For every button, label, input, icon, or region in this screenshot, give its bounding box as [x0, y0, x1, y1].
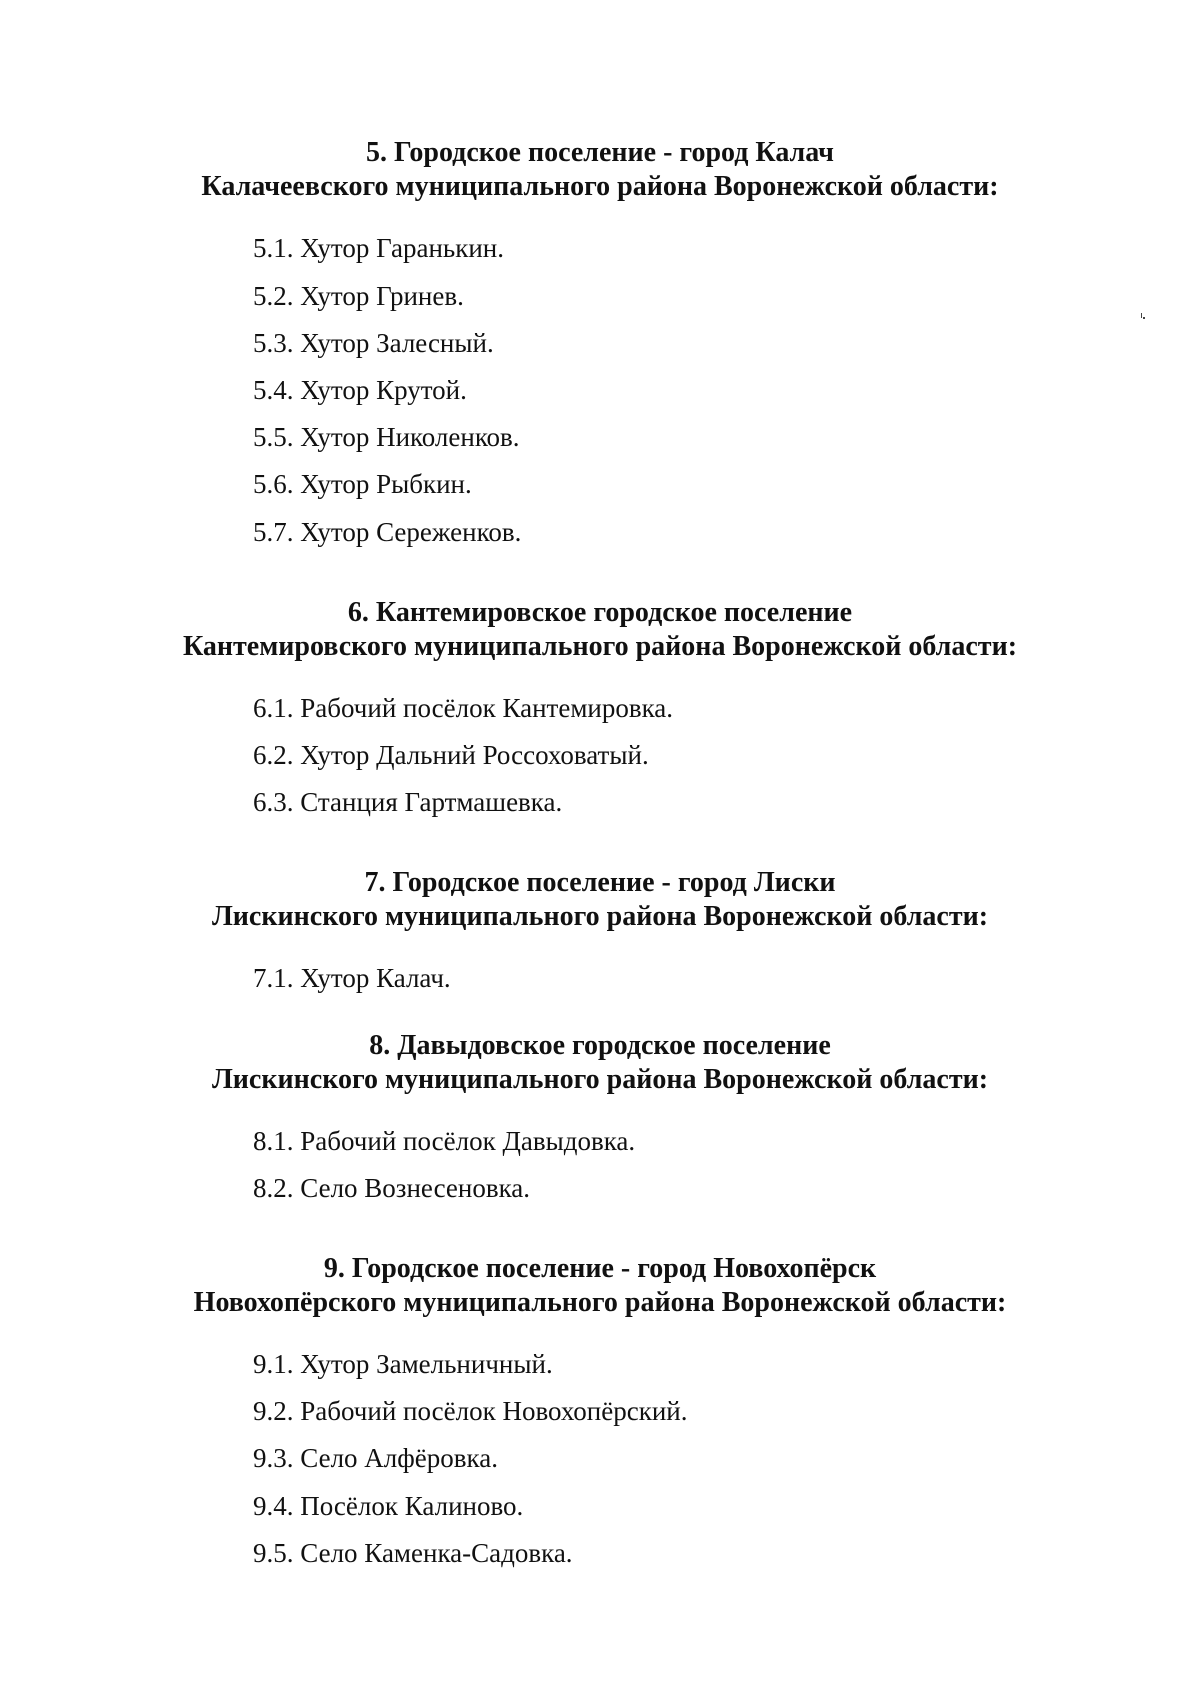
list-item: 5.3. Хутор Залесный. [253, 328, 494, 358]
list-item: 8.2. Село Вознесеновка. [253, 1173, 531, 1203]
list-item: 9.3. Село Алфёровка. [253, 1443, 498, 1473]
list-item: 5.2. Хутор Гринев. [253, 281, 464, 311]
list-item: 5.6. Хутор Рыбкин. [253, 469, 472, 499]
list-item: 9.2. Рабочий посёлок Новохопёрский. [253, 1396, 688, 1426]
section-6-heading-line1: 6. Кантемировское городское поселение [347, 597, 853, 628]
list-item: 9.5. Село Каменка-Садовка. [253, 1538, 573, 1568]
list-item: 5.4. Хутор Крутой. [253, 375, 467, 405]
list-item: 6.3. Станция Гартмашевка. [253, 787, 563, 817]
section-9-heading-line1: 9. Городское поселение - город Новохопёрск [323, 1253, 877, 1284]
list-item: 8.1. Рабочий посёлок Давыдовка. [253, 1126, 636, 1156]
section-7-heading [0, 866, 1200, 934]
section-5-heading [0, 136, 1200, 204]
section-8-heading [0, 1029, 1200, 1097]
section-5-heading-line2: Калачеевского муниципального района Воронежской области: [201, 171, 999, 202]
list-item: 9.4. Посёлок Калиново. [253, 1491, 524, 1521]
section-8-heading-line2: Лискинского муниципального района Воронежской области: [211, 1064, 989, 1095]
section-7-heading-line2: Лискинского муниципального района Воронежской области: [211, 901, 989, 932]
list-item: 5.1. Хутор Гаранькин. [253, 233, 505, 263]
scan-speck-mark [1141, 313, 1145, 320]
section-8-heading-line1: 8. Давыдовское городское поселение [369, 1030, 831, 1061]
list-item: 5.5. Хутор Николенков. [253, 422, 520, 452]
list-item: 9.1. Хутор Замельничный. [253, 1349, 553, 1379]
list-item: 6.1. Рабочий посёлок Кантемировка. [253, 693, 674, 723]
section-9-heading-line2: Новохопёрского муниципального района Воронежской области: [193, 1287, 1007, 1318]
section-9-heading [0, 1252, 1200, 1320]
list-item: 6.2. Хутор Дальний Россоховатый. [253, 740, 649, 770]
section-7-heading-line1: 7. Городское поселение - город Лиски [364, 867, 836, 898]
list-item: 5.7. Хутор Сереженков. [253, 517, 522, 547]
section-6-heading-line2: Кантемировского муниципального района Воронежской области: [182, 631, 1018, 662]
list-item: 7.1. Хутор Калач. [253, 963, 451, 993]
section-5-heading-line1: 5. Городское поселение - город Калач [366, 137, 834, 168]
section-6-heading [0, 596, 1200, 664]
